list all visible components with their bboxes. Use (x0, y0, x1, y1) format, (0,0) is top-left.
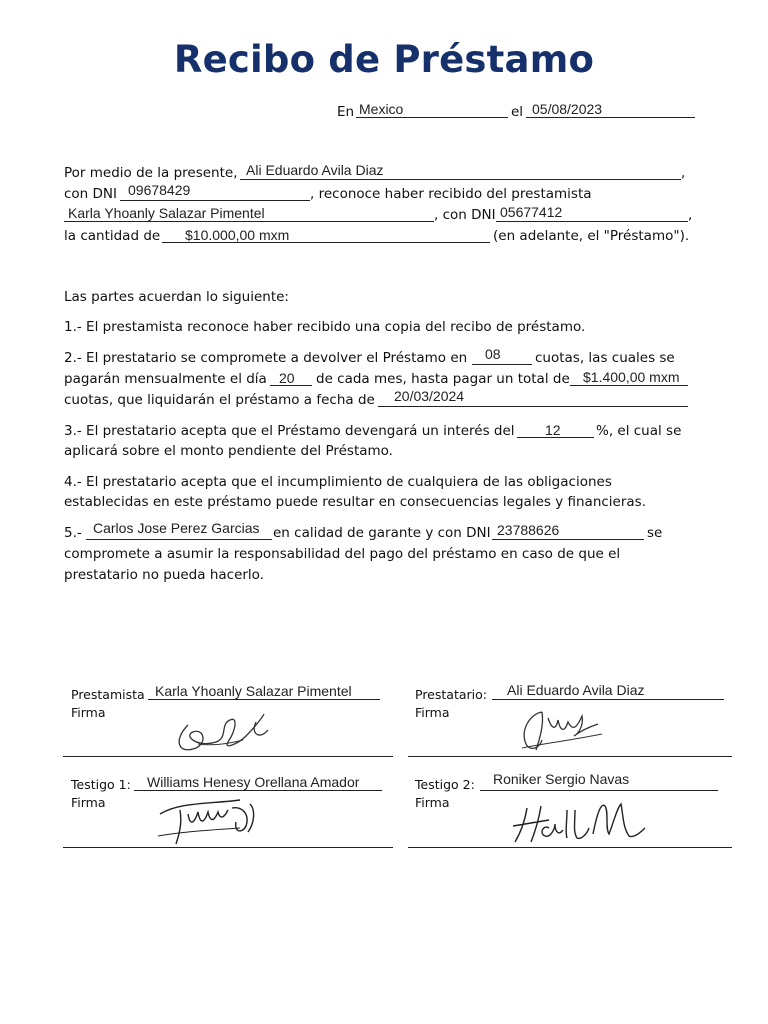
clause-5-text-e: prestatario no pueda hacerlo. (64, 567, 264, 583)
witness2-label: Testigo 2: (415, 777, 475, 792)
date-label: el (511, 104, 524, 120)
lender-name: Karla Yhoanly Salazar Pimentel (68, 205, 265, 221)
intro-comma: , (681, 165, 686, 181)
clause-3-text-a: 3.- El prestatario acepta que el Préstamo devengará un interés del (64, 423, 515, 439)
document-title: Recibo de Préstamo (173, 38, 595, 81)
lender-signature-line (63, 756, 393, 757)
clause-2-text-d: de cada mes, hasta pagar un total de (316, 371, 570, 387)
clause-4-text-b: establecidas en este préstamo puede resultar en consecuencias legales y financieras. (64, 494, 647, 510)
guarantor-dni: 23788626 (497, 522, 560, 538)
installments-value: 08 (485, 346, 501, 362)
clause-2-text-b: cuotas, las cuales se (535, 350, 675, 366)
clause-1: 1.- El prestamista reconoce haber recibido una copia del recibo de préstamo. (64, 319, 586, 335)
clauses-intro: Las partes acuerdan lo siguiente: (64, 289, 289, 305)
intro-text-3: , con DNI (434, 207, 496, 223)
lender-firma-label: Firma (71, 705, 106, 720)
witness1-label: Testigo 1: (71, 777, 131, 792)
end-date-value: 20/03/2024 (394, 388, 465, 404)
clause-5-text-a: 5.- (64, 525, 82, 541)
borrower-name: Ali Eduardo Avila Diaz (246, 162, 384, 178)
borrower-firma-label: Firma (415, 705, 450, 720)
amount-label: la cantidad de (64, 228, 161, 244)
witness1-firma-label: Firma (71, 795, 106, 810)
witness1-signature (150, 792, 270, 848)
installments-line (472, 351, 532, 365)
dni-label: con DNI (64, 186, 118, 202)
witness1-signature-line (63, 847, 393, 848)
amount-suffix: (en adelante, el "Préstamo"). (493, 228, 690, 244)
lender-signature (168, 700, 278, 760)
clause-5-text-c: se (647, 525, 663, 541)
place-label: En (337, 104, 355, 120)
total-value: $1.400,00 mxm (583, 369, 680, 385)
clause-3-text-c: aplicará sobre el monto pendiente del Préstamo. (64, 443, 393, 459)
clause-5-text-d: compromete a asumir la responsabilidad del pago del préstamo en caso de que el (64, 546, 621, 562)
witness2-signature-line (408, 847, 732, 848)
rate-value: 12 (545, 422, 561, 438)
borrower-sig-label: Prestatario: (415, 687, 487, 702)
clause-4-text-a: 4.- El prestatario acepta que el incumplimiento de cualquiera de las obligaciones (64, 474, 612, 490)
lender-dni: 05677412 (500, 204, 563, 220)
lender-sig-name: Karla Yhoanly Salazar Pimentel (155, 683, 352, 699)
clause-2-text-e: cuotas, que liquidarán el préstamo a fecha de (64, 392, 375, 408)
borrower-dni: 09678429 (128, 182, 191, 198)
intro-comma-2: , (688, 207, 693, 223)
clause-5-text-b: en calidad de garante y con DNI (273, 525, 491, 541)
lender-sig-label: Prestamista (71, 687, 145, 702)
intro-text-2: , reconoce haber recibido del prestamista (310, 186, 592, 202)
borrower-signature (512, 700, 612, 760)
witness1-name: Williams Henesy Orellana Amador (147, 774, 360, 790)
clause-3-text-b: %, el cual se (596, 423, 682, 439)
guarantor-name: Carlos Jose Perez Garcias (93, 520, 260, 536)
clause-2-text-c: pagarán mensualmente el día (64, 371, 267, 387)
witness2-signature (505, 794, 655, 850)
day-value: 20 (279, 370, 295, 386)
clause-2-text-a: 2.- El prestatario se compromete a devolver el Préstamo en (64, 350, 468, 366)
witness2-firma-label: Firma (415, 795, 450, 810)
date-value: 05/08/2023 (532, 101, 603, 117)
borrower-sig-name: Ali Eduardo Avila Diaz (507, 682, 645, 698)
intro-prefix: Por medio de la presente, (64, 165, 238, 181)
witness2-name: Roniker Sergio Navas (493, 771, 630, 787)
amount-value: $10.000,00 mxm (185, 227, 290, 243)
place-value: Mexico (359, 101, 404, 117)
borrower-signature-line (408, 756, 732, 757)
